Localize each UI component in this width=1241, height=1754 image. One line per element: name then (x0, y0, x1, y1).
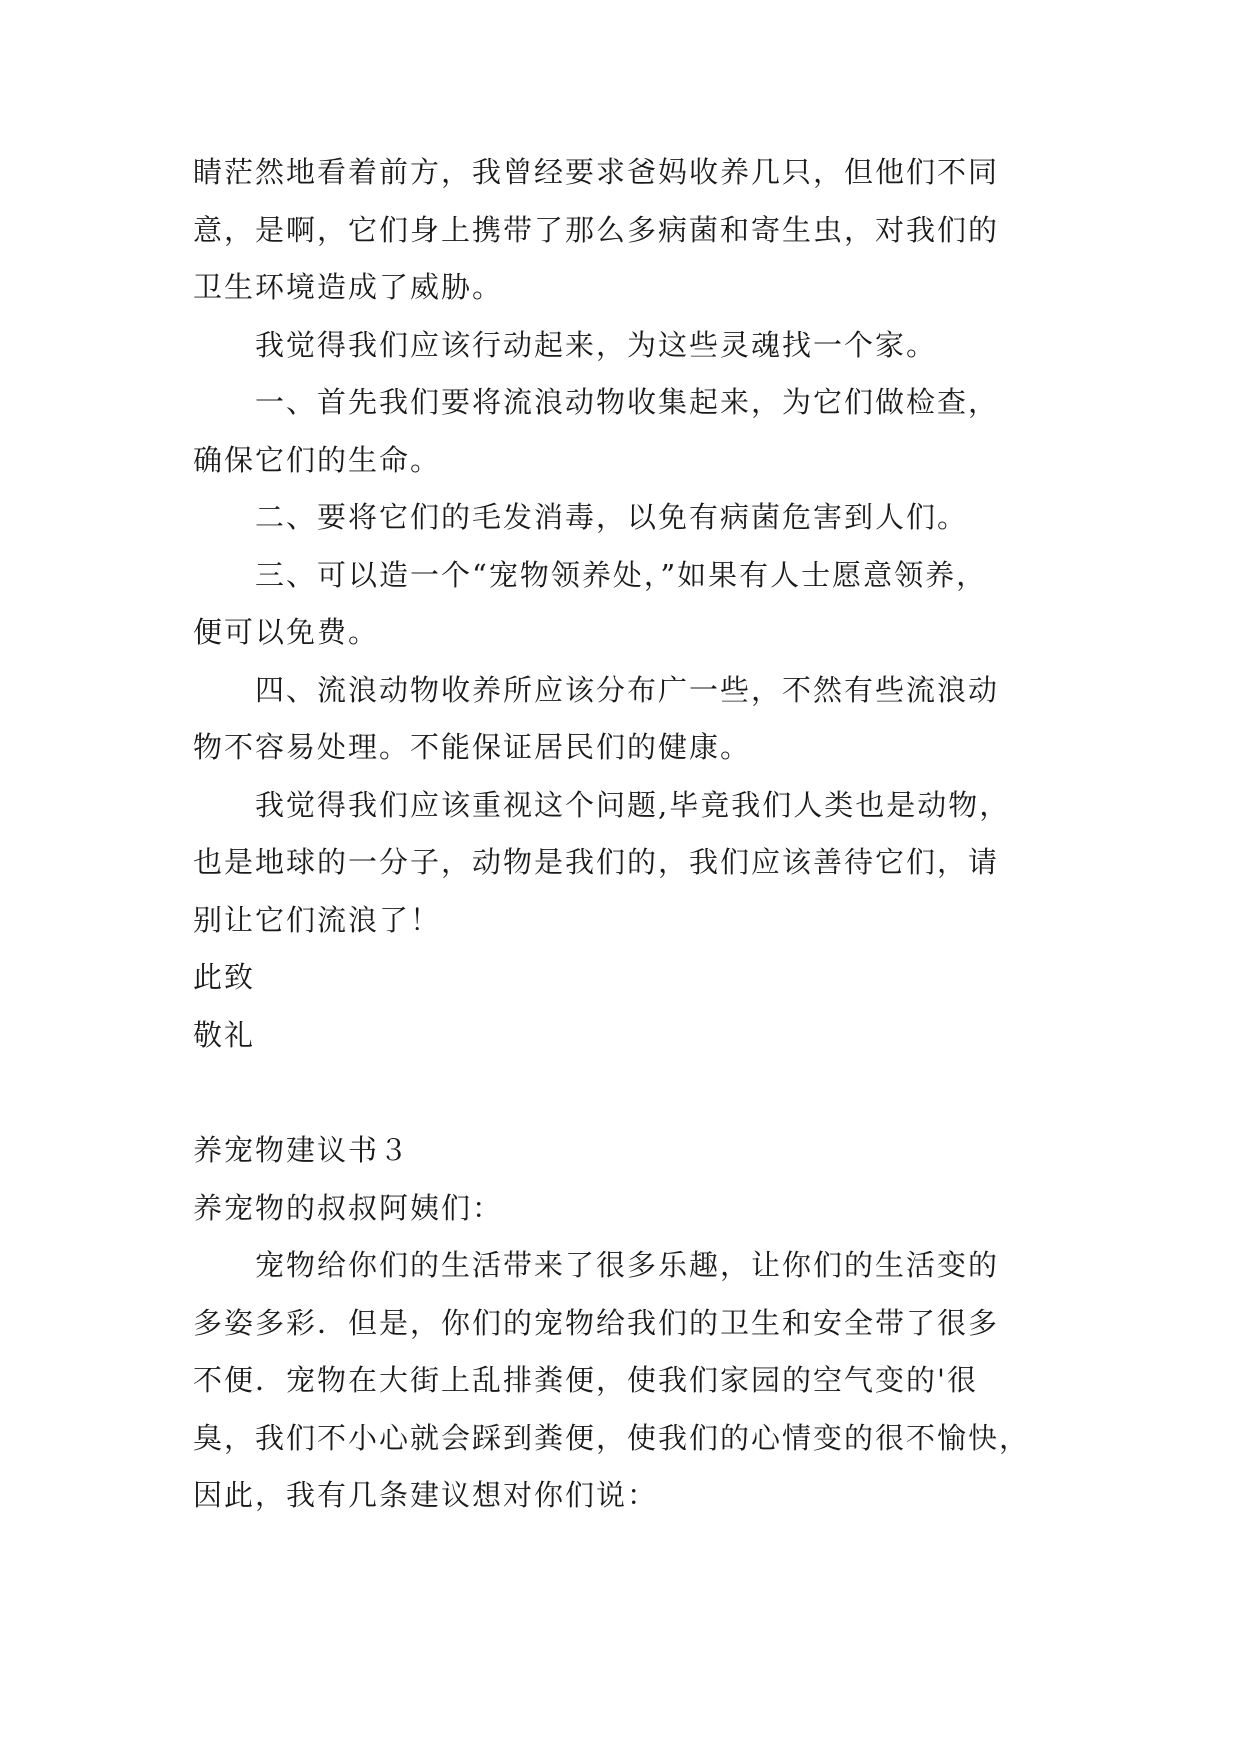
paragraph-line: 多姿多彩．但是，你们的宠物给我们的卫生和安全带了很多 (193, 1306, 1000, 1340)
closing-salutation: 此致 (193, 960, 256, 994)
closing-regards: 敬礼 (193, 1018, 256, 1052)
paragraph-line: 睛茫然地看着前方，我曾经要求爸妈收养几只，但他们不同 (193, 155, 1000, 189)
greeting: 养宠物的叔叔阿姨们： (193, 1191, 504, 1225)
paragraph-line: 宠物给你们的生活带来了很多乐趣，让你们的生活变的 (255, 1248, 1000, 1282)
paragraph-line: 物不容易处理。不能保证居民们的健康。 (193, 730, 752, 764)
paragraph-line: 我觉得我们应该行动起来，为这些灵魂找一个家。 (255, 328, 938, 362)
paragraph-line: 不便．宠物在大街上乱排粪便，使我们家园的空气变的'很 (193, 1363, 978, 1397)
list-item-2: 二、要将它们的毛发消毒，以免有病菌危害到人们。 (255, 500, 969, 534)
paragraph-line: 意，是啊，它们身上携带了那么多病菌和寄生虫，对我们的 (193, 213, 1000, 247)
paragraph-line: 臭，我们不小心就会踩到粪便，使我们的心情变的很不愉快， (193, 1421, 1031, 1455)
paragraph-line: 因此，我有几条建议想对你们说： (193, 1478, 659, 1512)
list-item-1: 一、首先我们要将流浪动物收集起来，为它们做检查， (255, 385, 1000, 419)
list-item-3: 三、可以造一个“宠物领养处，”如果有人士愿意领养， (255, 558, 988, 592)
paragraph-line: 别让它们流浪了！ (193, 903, 442, 937)
list-item-4: 四、流浪动物收养所应该分布广一些，不然有些流浪动 (255, 673, 1000, 707)
paragraph-line: 卫生环境造成了威胁。 (193, 270, 504, 304)
paragraph-line: 确保它们的生命。 (193, 443, 442, 477)
paragraph-line: 也是地球的一分子，动物是我们的，我们应该善待它们，请 (193, 845, 1000, 879)
section-title: 养宠物建议书３ (193, 1133, 411, 1167)
paragraph-line: 便可以免费。 (193, 615, 380, 649)
paragraph-line: 我觉得我们应该重视这个问题,毕竟我们人类也是动物， (255, 788, 1011, 822)
